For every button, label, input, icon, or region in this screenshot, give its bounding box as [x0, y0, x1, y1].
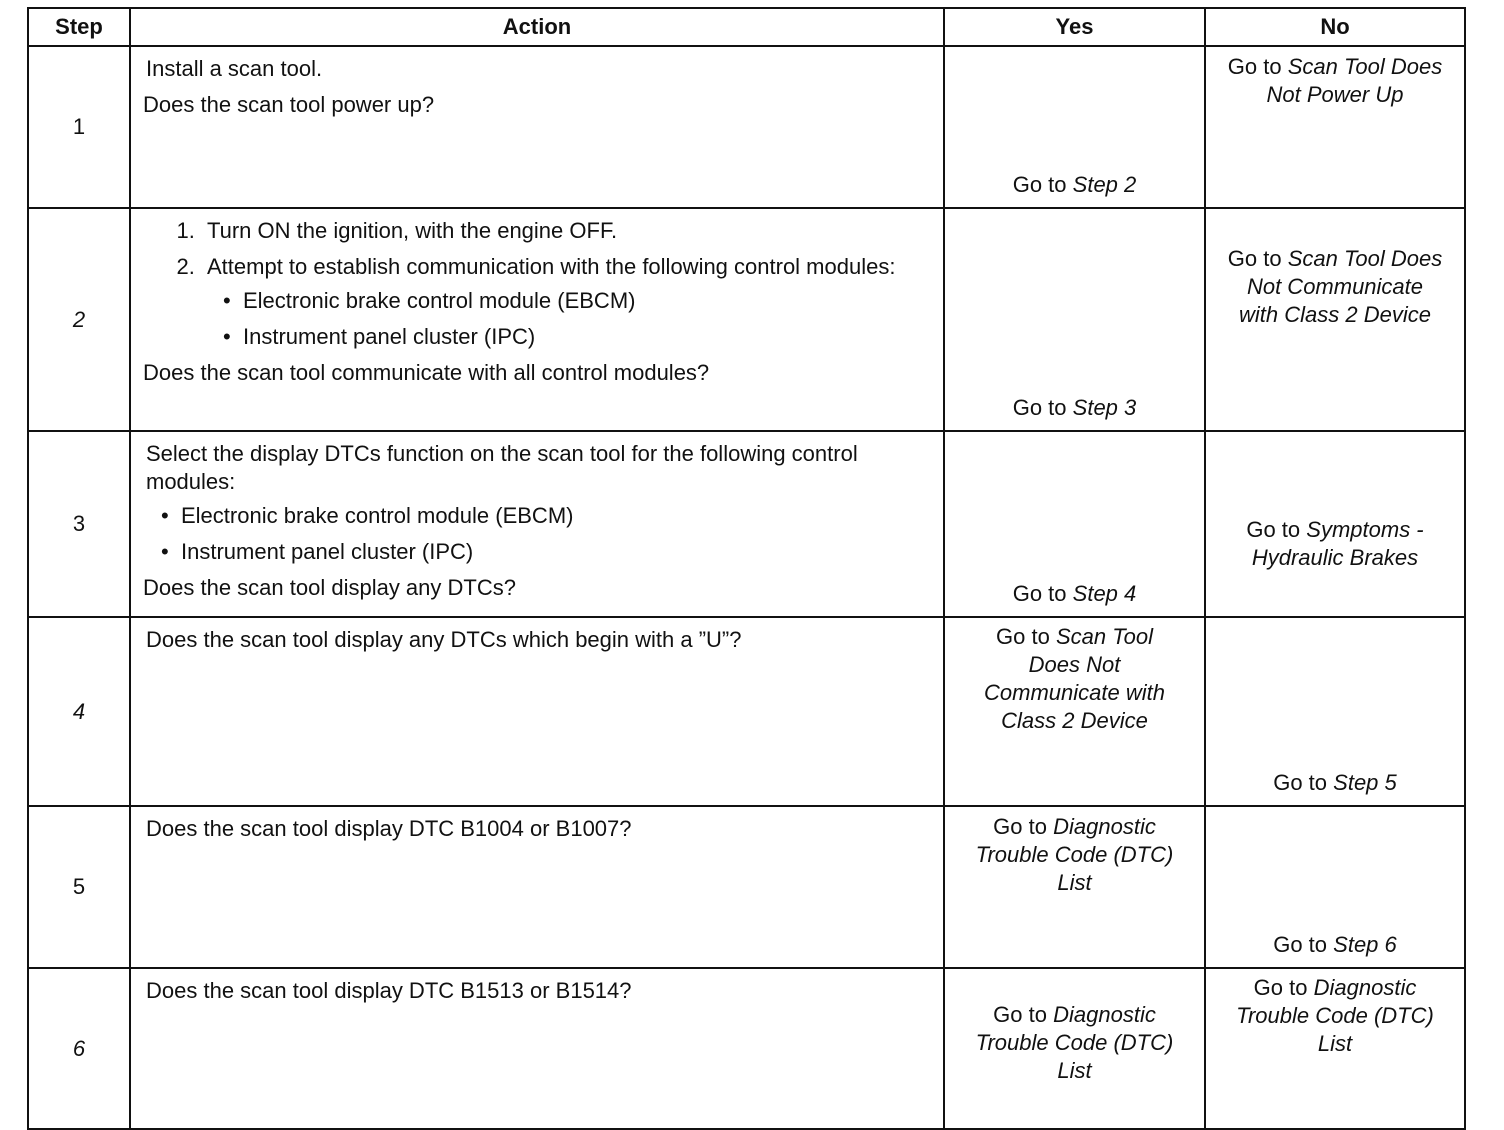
no-cell — [1205, 46, 1465, 208]
action-cell — [130, 968, 944, 1129]
goto-prefix: Go to — [1012, 172, 1067, 197]
module-list — [143, 502, 931, 566]
yes-cell — [944, 617, 1205, 806]
table-row — [28, 46, 1465, 208]
action-question: Does the scan tool communicate with all control modules? — [143, 360, 710, 385]
goto-prefix: Go to — [1273, 770, 1328, 795]
step-number: 2 — [28, 208, 130, 431]
goto-prefix: Go to — [993, 1002, 1047, 1027]
goto-prefix: Go to — [1227, 246, 1282, 271]
no-goto — [1212, 969, 1458, 1058]
goto-prefix: Go to — [1253, 975, 1308, 1000]
module-item: • Electronic brake control module (EBCM) — [243, 287, 931, 315]
yes-cell — [944, 431, 1205, 617]
table-row — [28, 208, 1465, 431]
yes-cell — [944, 46, 1205, 208]
goto-prefix: Go to — [1273, 932, 1328, 957]
goto-link[interactable]: Symptoms - Hydraulic Brakes — [1251, 517, 1424, 570]
action-question: Does the scan tool display DTC B1513 or B1514? — [146, 978, 632, 1003]
goto-link[interactable]: Scan Tool Does Not Communicate with Class 2 Device — [984, 624, 1165, 733]
no-goto — [1206, 931, 1464, 959]
goto-link[interactable]: Step 6 — [1333, 932, 1397, 957]
module-list — [207, 287, 931, 351]
goto-link[interactable]: Diagnostic Trouble Code (DTC) List — [1236, 975, 1434, 1056]
no-cell — [1205, 806, 1465, 968]
no-goto — [1212, 209, 1458, 329]
yes-cell — [944, 208, 1205, 431]
table-row — [28, 431, 1465, 617]
action-question: Does the scan tool display DTC B1004 or B1007? — [146, 816, 632, 841]
no-cell — [1205, 617, 1465, 806]
goto-link[interactable]: Step 5 — [1333, 770, 1397, 795]
header-no: No — [1205, 8, 1465, 46]
action-text: Select the display DTCs function on the scan tool for the following control modules: — [146, 441, 858, 494]
action-question: Does the scan tool power up? — [143, 92, 435, 117]
header-yes: Yes — [944, 8, 1205, 46]
action-question: Does the scan tool display any DTCs? — [143, 575, 516, 600]
goto-link[interactable]: Diagnostic Trouble Code (DTC) List — [975, 1002, 1174, 1083]
table-row — [28, 617, 1465, 806]
no-goto — [1212, 432, 1458, 572]
no-goto — [1206, 769, 1464, 797]
goto-link[interactable]: Scan Tool Does Not Communicate with Class 2 Device — [1239, 246, 1443, 327]
yes-goto — [945, 580, 1204, 608]
no-cell — [1205, 208, 1465, 431]
yes-goto — [951, 807, 1198, 897]
action-question: Does the scan tool display any DTCs which begin with a ”U”? — [146, 627, 742, 652]
step-number: 4 — [28, 617, 130, 806]
no-goto — [1212, 47, 1458, 109]
goto-prefix: Go to — [1012, 581, 1067, 606]
yes-cell — [944, 806, 1205, 968]
goto-link[interactable]: Step 2 — [1072, 172, 1137, 197]
module-item: • Electronic brake control module (EBCM) — [181, 502, 931, 530]
yes-goto — [945, 171, 1204, 199]
table-row — [28, 806, 1465, 968]
header-action: Action — [130, 8, 944, 46]
action-text: Install a scan tool. — [146, 56, 323, 81]
action-step-text: Attempt to establish communication with the following control modules: — [207, 254, 896, 279]
action-step: 1. Turn ON the ignition, with the engine OFF. — [201, 217, 931, 245]
goto-link[interactable]: Step 3 — [1072, 395, 1137, 420]
action-cell — [130, 208, 944, 431]
goto-prefix: Go to — [996, 624, 1050, 649]
action-cell — [130, 617, 944, 806]
no-cell — [1205, 968, 1465, 1129]
action-cell — [130, 431, 944, 617]
action-step — [201, 253, 931, 351]
step-number: 3 — [28, 431, 130, 617]
action-cell — [130, 46, 944, 208]
step-number: 5 — [28, 806, 130, 968]
goto-link[interactable]: Scan Tool Does Not Power Up — [1266, 54, 1443, 107]
diagnostic-table — [27, 7, 1466, 1130]
module-item: • Instrument panel cluster (IPC) — [243, 323, 931, 351]
goto-prefix: Go to — [1246, 517, 1301, 542]
goto-link[interactable]: Diagnostic Trouble Code (DTC) List — [975, 814, 1174, 895]
step-number: 6 — [28, 968, 130, 1129]
module-item: • Instrument panel cluster (IPC) — [181, 538, 931, 566]
yes-goto — [945, 394, 1204, 422]
header-row — [28, 8, 1465, 46]
table-row — [28, 968, 1465, 1129]
header-step: Step — [28, 8, 130, 46]
goto-prefix: Go to — [993, 814, 1047, 839]
yes-goto — [951, 618, 1198, 735]
no-cell — [1205, 431, 1465, 617]
action-cell — [130, 806, 944, 968]
goto-link[interactable]: Step 4 — [1072, 581, 1137, 606]
step-number: 1 — [28, 46, 130, 208]
action-steps — [143, 217, 931, 351]
goto-prefix: Go to — [1227, 54, 1282, 79]
goto-prefix: Go to — [1012, 395, 1067, 420]
yes-cell — [944, 968, 1205, 1129]
